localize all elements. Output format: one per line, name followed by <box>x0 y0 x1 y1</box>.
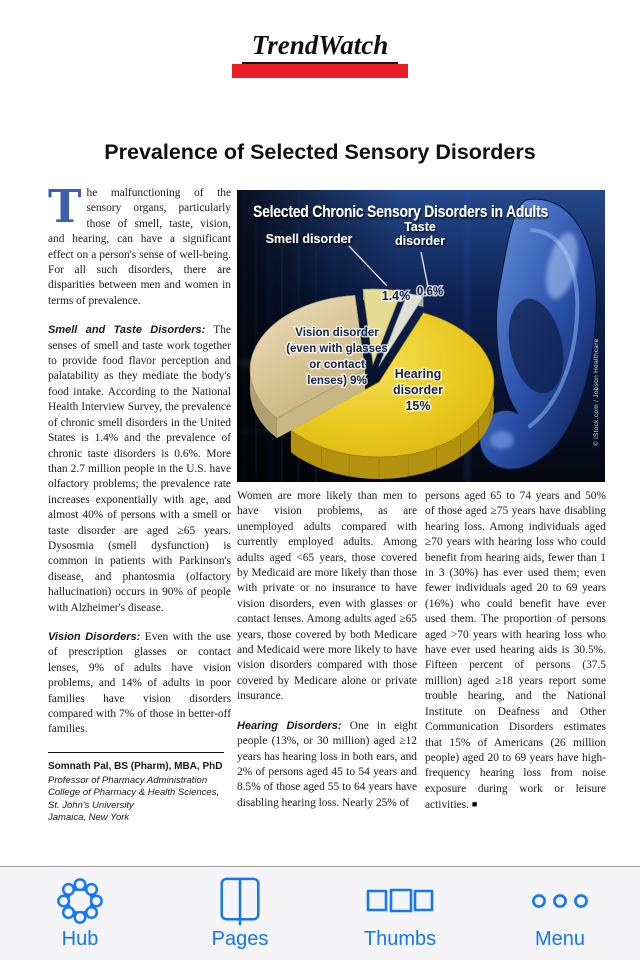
vision-text: Even with the use of prescription glasses or contact lenses, 9% of adults have vision problems, and 14% of adults in poor families have vision disorders compared with 7% of those in better-off families. <box>48 630 231 736</box>
vision-label-line3: or contact <box>309 359 365 371</box>
author-name: Somnath Pal, BS (Pharm), MBA, PhD <box>48 760 223 772</box>
author-university: St. John's University <box>48 799 134 811</box>
vision-label-line2: (even with glasses <box>286 343 388 355</box>
hub-icon <box>55 876 105 926</box>
brand-red-rule <box>232 64 408 78</box>
vision-label-line1: Vision disorder <box>295 327 379 339</box>
article-column-middle <box>237 489 417 811</box>
taste-pct-label: 0.6% <box>416 286 444 298</box>
toolbar-item-hub[interactable] <box>0 867 160 960</box>
intro-text: he malfunctioning of the sensory organs, particularly those of smell, taste, vision, and hearing, can have a significant effect on a person's sense of well-being. For all such disorders, there are disparities between men and women in terms of prevalence. <box>48 187 231 307</box>
bottom-toolbar <box>0 866 640 960</box>
hearing-continued-text: persons aged 65 to 74 years and 50% of those aged ≥75 years have disabling hearing loss. Among individuals aged ≥70 years with hearing loss who could benefit from hearing aids, fewer than 1 in 3 (30%) has ever used them; even fewer individuals aged 20 to 69 years (16%) who could benefit have ever used them. The proportion of persons aged >70 years with hearing loss who have ever used hearing aids is 30.5%. Fifteen percent of persons (37.5 million) aged ≥18 years report some trouble hearing, and the National Institute on Deafness and Other Communication Disorders estimates that 15% of Americans (26 million people) aged 20 to 69 years have high-frequency hearing loss from noise exposure during work or leisure activities. <box>425 490 606 812</box>
hearing-label-line3: 15% <box>405 399 431 413</box>
thumbs-icon <box>366 876 434 926</box>
smell-label: Smell disorder <box>265 232 353 246</box>
drop-cap: T <box>48 180 82 233</box>
smell-taste-heading: Smell and Taste Disorders: <box>48 324 206 337</box>
end-of-article-mark: ■ <box>471 799 478 810</box>
taste-label-line2: disorder <box>394 234 446 248</box>
vision-detail-paragraph <box>237 489 417 705</box>
vision-heading: Vision Disorders: <box>48 630 141 643</box>
sensory-disorders-pie-chart <box>237 190 605 482</box>
toolbar-label-hub: Hub <box>61 928 99 950</box>
pages-icon <box>215 876 265 926</box>
vision-label-line4: lenses) 9% <box>307 375 367 387</box>
author-college: College of Pharmacy & Health Sciences, <box>48 787 220 799</box>
smell-taste-paragraph <box>48 323 231 616</box>
intro-paragraph <box>48 180 231 309</box>
author-location: Jamaica, New York <box>48 812 130 824</box>
article-column-left <box>48 180 232 825</box>
taste-label-line1: Taste <box>404 220 436 234</box>
hearing-label-line1: Hearing <box>394 367 442 381</box>
hearing-continued-paragraph <box>425 489 606 814</box>
toolbar-item-thumbs[interactable] <box>320 867 480 960</box>
menu-icon <box>526 876 594 926</box>
masthead <box>0 30 640 78</box>
toolbar-label-menu: Menu <box>534 928 586 950</box>
pie-chart-svg <box>237 190 605 482</box>
hearing-paragraph <box>237 719 417 811</box>
smell-pct-label: 1.4% <box>381 289 411 303</box>
image-credit: © iStock.com / Jobson Healthcare <box>593 338 600 446</box>
hearing-text: One in eight people (13%, or 30 million) aged ≥12 years has hearing loss in both ears, and 2% of persons aged 45 to 54 years and 8.5% of those aged 55 to 64 years have disabling hearing loss. Nearly 25% of <box>237 719 417 809</box>
toolbar-item-menu[interactable] <box>480 867 640 960</box>
toolbar-item-pages[interactable] <box>160 867 320 960</box>
author-title: Professor of Pharmacy Administration <box>48 774 208 786</box>
smell-taste-text: The senses of smell and taste work together to provide food flavor perception and palatability as they mediate the body's food intake. According to the National Health Interview Survey, the prevalence of chronic smell disorders in the United States is 1.4% and the prevalence of chronic taste disorders is 0.6%. More than 2.7 million people in the U.S. have olfactory problems; the prevalence rate increases exponentially with age, and almost 40% of persons with a smell or taste disorder are aged ≥65 years. Dysosmia (smell dysfunction) is common in patients with Parkinson's disease, and phantosmia (olfactory hallucination) occurs in 90% of people with Alzheimer's disease. <box>48 324 232 614</box>
vision-paragraph <box>48 630 231 738</box>
author-block <box>48 752 224 825</box>
hearing-label-line2: disorder <box>392 383 444 397</box>
page-title: Prevalence of Selected Sensory Disorders <box>104 140 536 165</box>
chart-title: Selected Chronic Sensory Disorders in Adults <box>253 202 549 222</box>
hearing-heading: Hearing Disorders: <box>237 719 342 732</box>
vision-detail-text: Women are more likely than men to have vision problems, as are unemployed adults compared with currently employed adults. Among adults aged <65 years, those covered by Medicaid are more likely than those with private or no insurance to have vision disorders, even with glasses or contact lenses. Among adults aged ≥65 years, those covered by both Medicare and Medicaid were more likely to have vision disorders compared with those covered by Medicare alone or private insurance. <box>237 490 417 703</box>
article-column-right <box>425 489 606 814</box>
toolbar-label-thumbs: Thumbs <box>363 928 437 950</box>
toolbar-label-pages: Pages <box>211 928 269 950</box>
brand-title: TrendWatch <box>242 30 399 64</box>
